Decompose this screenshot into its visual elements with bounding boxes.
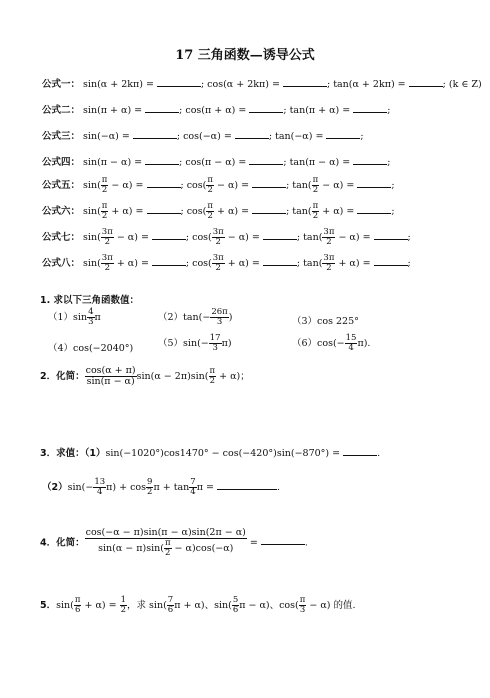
- formula-label: 公式二：: [42, 105, 81, 116]
- formula-text: ; tan(π + α) =: [283, 105, 354, 116]
- question-3-part-2: （2）sin(− $\frac{13}{4}$ π) + cos $\frac{9}{2}$ π + tan $\frac{7}{4}$ π = .: [42, 477, 280, 497]
- formula-text: ; (k ∈ Z): [442, 79, 482, 90]
- question-label: 4．化简：: [40, 537, 85, 549]
- formula-text: + α) =: [113, 257, 152, 269]
- answer-blank[interactable]: [147, 178, 181, 188]
- formula-text: ; tan(: [296, 257, 323, 269]
- fraction: $\frac{4}{3}$: [88, 307, 94, 327]
- formula-text: ; tan(: [286, 205, 312, 217]
- formula-text: + α) =: [108, 205, 147, 217]
- q1-item-5: （5）sin(− $\frac{17}{3}$ π): [158, 333, 232, 353]
- formula-text: ;: [391, 179, 395, 191]
- formula-label: 公式一：: [42, 79, 81, 90]
- formula-label: 公式五：: [42, 179, 81, 191]
- formula-text: ; cos(: [180, 205, 207, 217]
- fraction: $\frac{7}{4}$: [190, 477, 196, 497]
- formula-label: 公式八：: [42, 257, 81, 269]
- fraction: $\frac{3\pi}{2}$: [101, 227, 113, 247]
- formula-text: − α) =: [113, 231, 152, 243]
- formula-text: sin(π − α) =: [83, 157, 146, 168]
- formula-label: 公式三：: [42, 131, 81, 142]
- answer-blank[interactable]: [217, 480, 277, 490]
- answer-blank[interactable]: [357, 204, 391, 214]
- answer-blank[interactable]: [353, 103, 387, 113]
- formula-text: ;: [391, 205, 395, 217]
- formula-text: sin(: [83, 179, 101, 191]
- answer-blank[interactable]: [249, 103, 283, 113]
- fraction: $\frac{\pi}{3}$: [299, 595, 306, 615]
- formula-text: ; cos(: [180, 179, 207, 191]
- question-1-heading: 1. 求以下三角函数值：: [40, 295, 140, 306]
- q1-item-6: （6）cos(− $\frac{15}{4}$ π).: [292, 333, 371, 353]
- formula-text: ; cos(: [185, 231, 212, 243]
- fraction: $\frac{\pi}{2}$: [209, 366, 216, 386]
- fraction: $\frac{3\pi}{2}$: [212, 227, 224, 247]
- formula-5: [42, 176, 395, 195]
- answer-blank[interactable]: [261, 535, 305, 545]
- question-label: 2．化简：: [40, 370, 85, 382]
- answer-blank[interactable]: [263, 256, 297, 266]
- question-2: 2．化简： $\frac{\cos(\alpha + \pi)}{\sin(\pi - \alpha)}$ sin(α − 2π)sin( $\frac{\pi}{2}$ + α)；: [40, 365, 250, 387]
- answer-blank[interactable]: [409, 77, 443, 87]
- answer-blank[interactable]: [374, 256, 408, 266]
- fraction: $\frac{5}{6}$: [232, 595, 239, 615]
- formula-text: ; tan(π − α) =: [283, 157, 354, 168]
- formula-text: ;: [360, 131, 364, 142]
- answer-blank[interactable]: [152, 230, 186, 240]
- formula-text: − α) =: [224, 231, 263, 243]
- formula-text: ; cos(π − α) =: [179, 157, 250, 168]
- formula-text: − α) =: [335, 231, 374, 243]
- formula-text: ;: [387, 105, 391, 116]
- formula-label: 公式四：: [42, 157, 81, 168]
- formula-text: − α) =: [319, 179, 358, 191]
- formula-text: − α) =: [108, 179, 147, 191]
- question-label: （2）: [42, 481, 68, 493]
- formula-text: ; cos(: [185, 257, 212, 269]
- formula-text: + α) =: [224, 257, 263, 269]
- fraction: $\frac{3\pi}{2}$: [212, 253, 224, 273]
- answer-blank[interactable]: [353, 155, 387, 165]
- q1-item-1: （1）sin $\frac{4}{3}$ π: [48, 307, 101, 327]
- answer-blank[interactable]: [263, 230, 297, 240]
- fraction: $\frac{1}{2}$: [120, 595, 127, 615]
- question-5: 5．sin( $\frac{\pi}{6}$ + α) = $\frac{1}{2}$ ，求 sin( $\frac{7}{6}$ π + α)、sin( $\frac{5}{6}$ π − α)、cos( $\frac{\pi}{3}$ − α) 的值.: [40, 595, 356, 615]
- answer-blank[interactable]: [152, 256, 186, 266]
- fraction: $\frac{\pi}{2}$: [312, 175, 319, 195]
- formula-text: + α) =: [319, 205, 358, 217]
- fraction: $\frac{\cos(\alpha + \pi)}{\sin(\pi - \alpha)}$: [85, 365, 136, 387]
- fraction: $\frac{\pi}{2}$: [312, 201, 319, 221]
- answer-blank[interactable]: [357, 178, 391, 188]
- formula-3: [42, 128, 364, 142]
- fraction: $\frac{3\pi}{2}$: [323, 227, 335, 247]
- fraction: $\frac{\pi}{2}$: [101, 175, 108, 195]
- formula-text: sin(α + 2kπ) =: [83, 79, 157, 90]
- formula-7: [42, 228, 411, 247]
- formula-label: 公式七：: [42, 231, 81, 243]
- answer-blank[interactable]: [374, 230, 408, 240]
- formula-text: + α) =: [335, 257, 374, 269]
- fraction: $\frac{3\pi}{2}$: [101, 253, 113, 273]
- q1-item-4: （4）cos(−2040°): [48, 343, 134, 354]
- q1-item-3: （3）cos 225°: [292, 316, 359, 327]
- formula-text: ; tan(: [296, 231, 323, 243]
- question-4: 4．化简： cos(−α − π)sin(π − α)sin(2π − α) sin(α − π)sin( $\frac{\pi}{2}$ − α)cos(−α) = .: [40, 527, 308, 558]
- fraction: $\frac{\pi}{2}$: [207, 201, 213, 221]
- answer-blank[interactable]: [145, 155, 179, 165]
- fraction: $\frac{9}{2}$: [147, 477, 153, 497]
- answer-blank[interactable]: [157, 77, 201, 87]
- formula-text: ;: [387, 157, 391, 168]
- formula-text: ; tan(−α) =: [268, 131, 327, 142]
- formula-text: sin(π + α) =: [83, 105, 146, 116]
- fraction: $\frac{\pi}{2}$: [101, 201, 108, 221]
- formula-text: ; tan(: [286, 179, 312, 191]
- answer-blank[interactable]: [283, 77, 327, 87]
- question-3-part-1: 3．求值：（1）sin(−1020°)cos1470° − cos(−420°)sin(−870°) = .: [40, 448, 381, 459]
- fraction: $\frac{17}{3}$: [209, 333, 221, 353]
- fraction: $\frac{15}{4}$: [345, 333, 357, 353]
- fraction: cos(−α − π)sin(π − α)sin(2π − α) sin(α − π)sin( $\frac{\pi}{2}$ − α)cos(−α): [85, 527, 246, 558]
- formula-6: [42, 202, 395, 221]
- fraction: $\frac{26\pi}{3}$: [211, 307, 228, 327]
- formula-2: [42, 102, 390, 116]
- fraction: $\frac{\pi}{2}$: [207, 175, 213, 195]
- answer-blank[interactable]: [133, 129, 177, 139]
- formula-text: ; cos(−α) =: [176, 131, 235, 142]
- formula-8: [42, 254, 411, 273]
- formula-text: sin(: [83, 257, 101, 269]
- fraction: $\frac{3\pi}{2}$: [323, 253, 335, 273]
- answer-blank[interactable]: [235, 129, 269, 139]
- formula-text: ; tan(α + 2kπ) =: [326, 79, 409, 90]
- formula-text: ; cos(π + α) =: [179, 105, 250, 116]
- question-label: 5．: [40, 599, 57, 611]
- formula-text: + α) =: [213, 205, 253, 217]
- formula-label: 公式六：: [42, 205, 81, 217]
- question-label: 3．求值：（1）: [40, 448, 106, 459]
- fraction: $\frac{13}{4}$: [94, 477, 106, 497]
- answer-blank[interactable]: [252, 204, 286, 214]
- page-title: 17 三角函数—诱导公式: [175, 48, 315, 63]
- fraction: $\frac{\pi}{2}$: [164, 537, 171, 558]
- answer-blank[interactable]: [252, 178, 286, 188]
- answer-blank[interactable]: [326, 129, 360, 139]
- formula-1: [42, 76, 482, 90]
- answer-blank[interactable]: [147, 204, 181, 214]
- formula-4: [42, 154, 390, 168]
- formula-text: ;: [407, 257, 411, 269]
- fraction: $\frac{\pi}{6}$: [74, 595, 81, 615]
- formula-text: ; cos(α + 2kπ) =: [200, 79, 283, 90]
- fraction: $\frac{7}{6}$: [167, 595, 174, 615]
- q1-item-2: （2）tan(− $\frac{26\pi}{3}$ ): [158, 307, 233, 327]
- formula-text: sin(: [83, 205, 101, 217]
- answer-blank[interactable]: [343, 446, 377, 456]
- answer-blank[interactable]: [249, 155, 283, 165]
- formula-text: sin(−α) =: [83, 131, 133, 142]
- formula-text: − α) =: [213, 179, 253, 191]
- answer-blank[interactable]: [145, 103, 179, 113]
- formula-text: sin(: [83, 231, 101, 243]
- formula-text: ;: [407, 231, 411, 243]
